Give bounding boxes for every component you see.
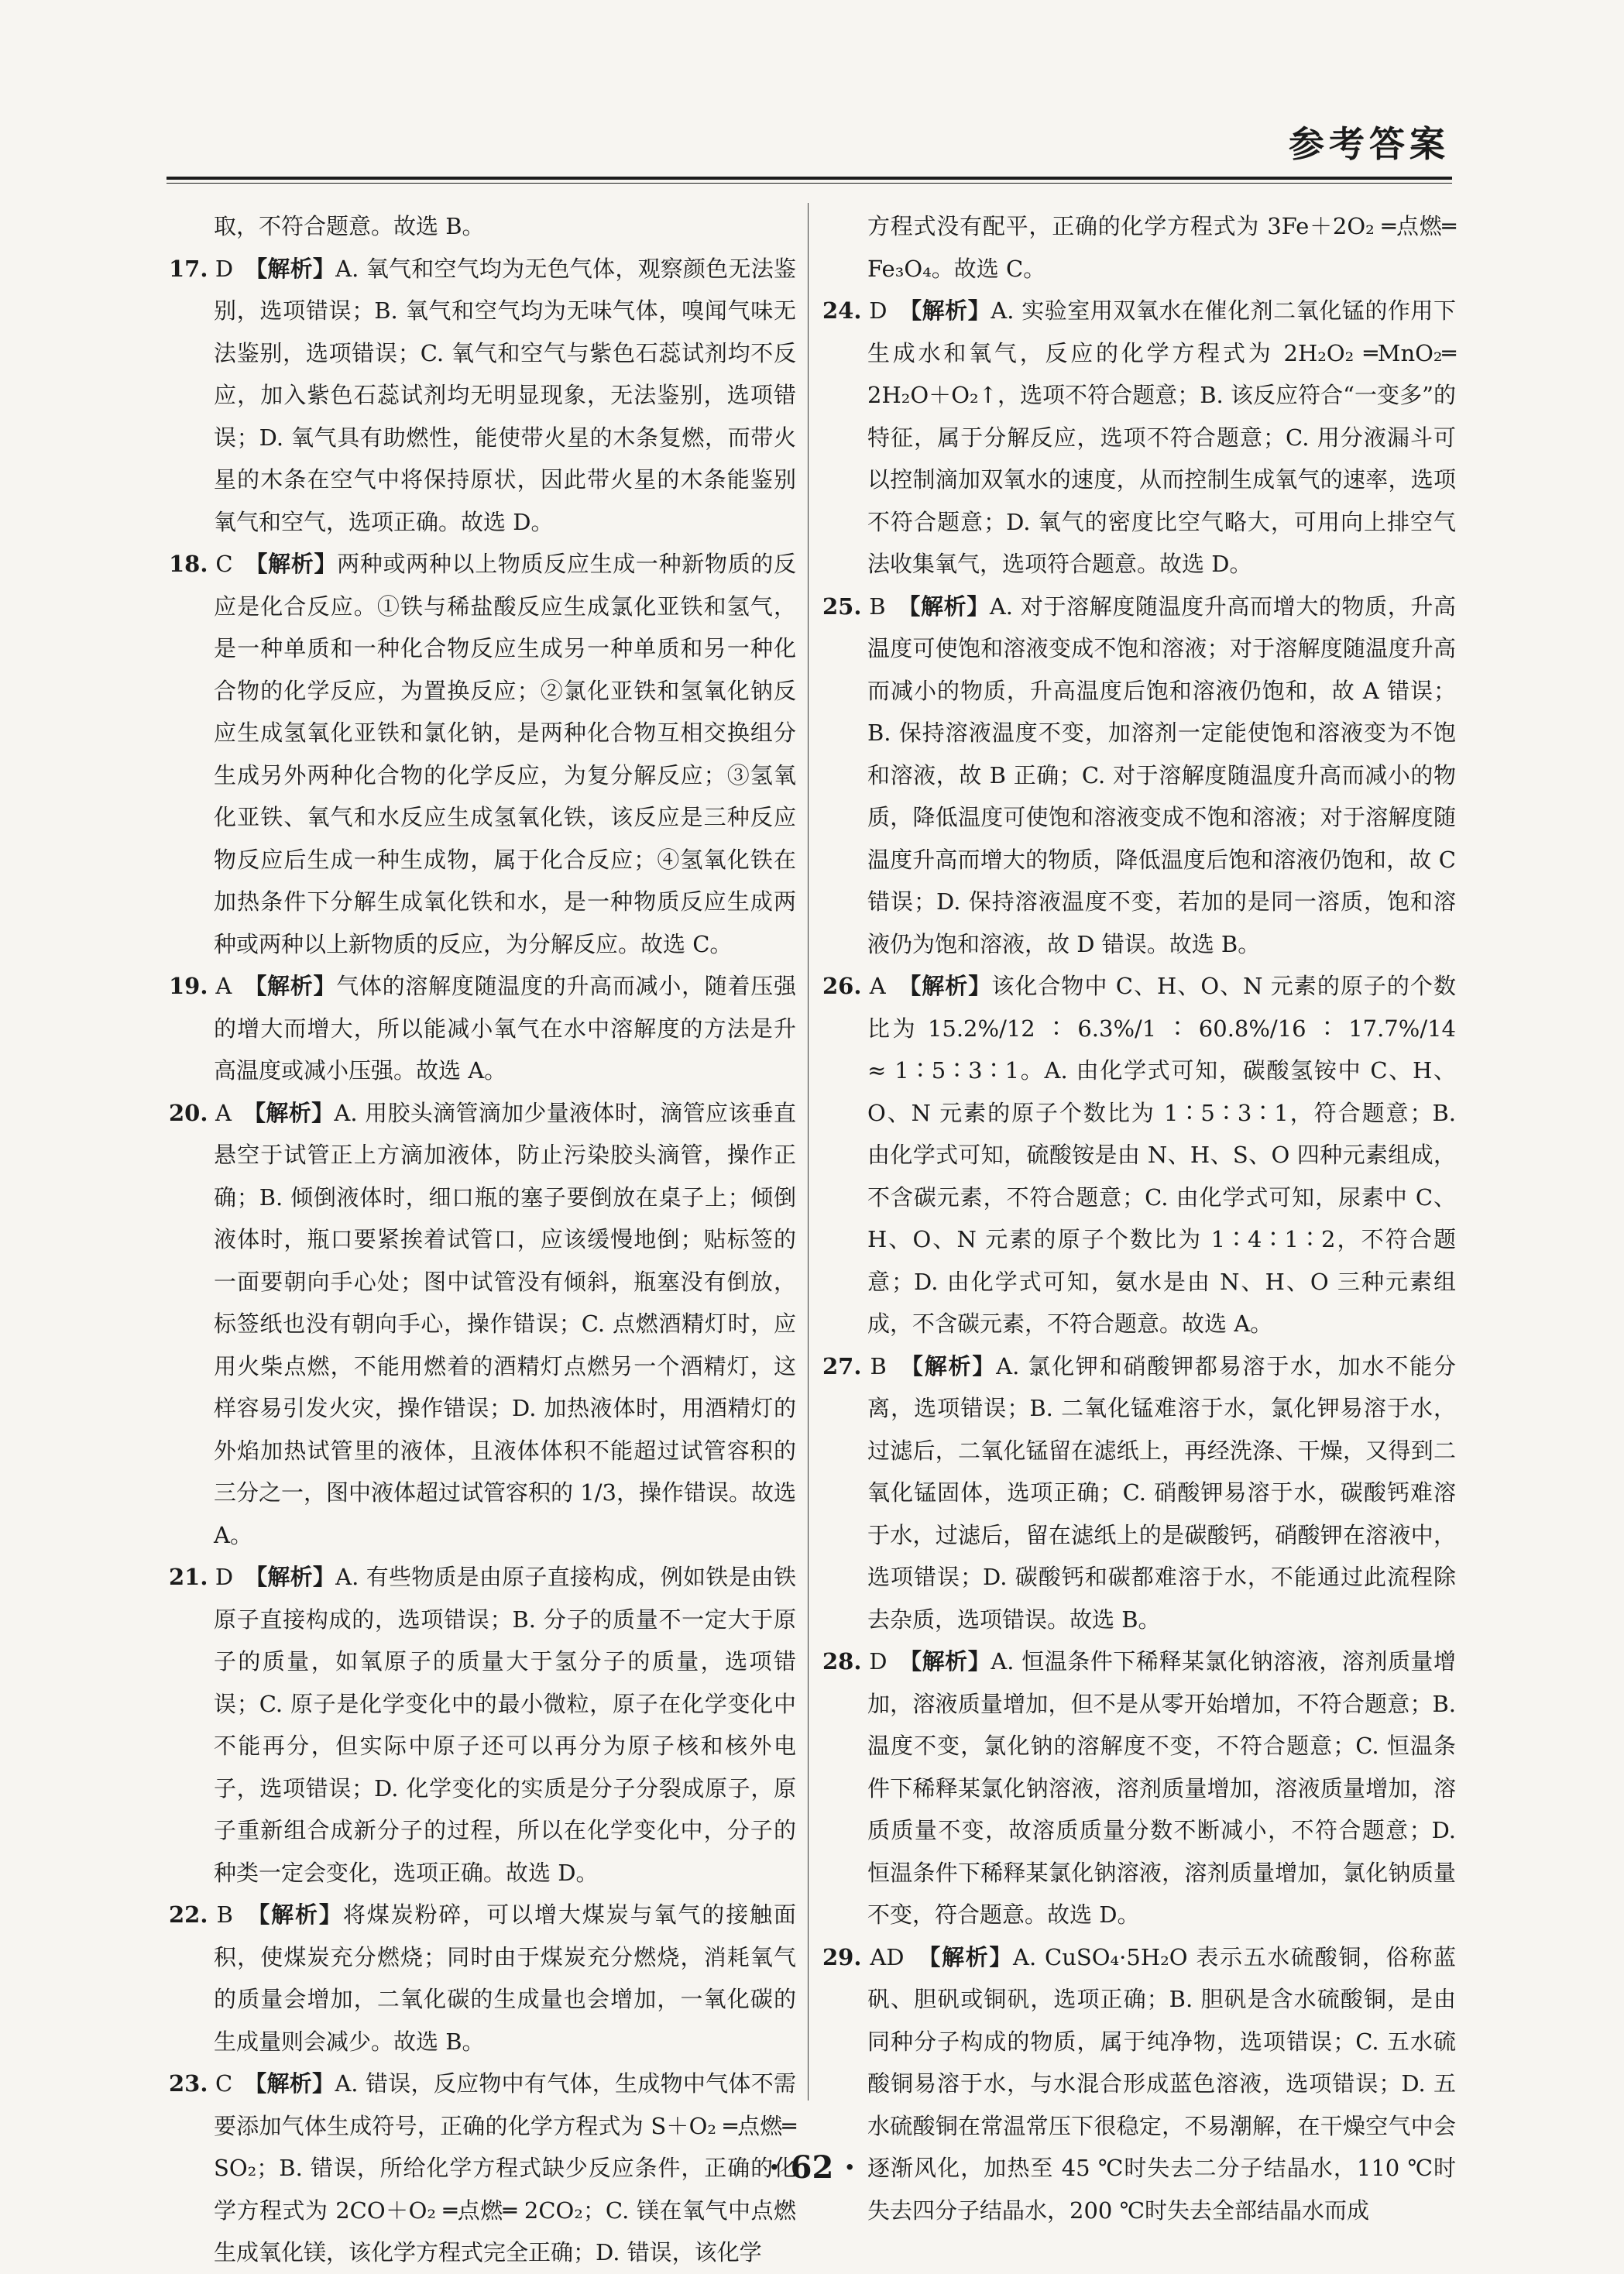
answer-item xyxy=(169,205,796,248)
question-number: 17. xyxy=(169,255,208,282)
answer-item xyxy=(822,1936,1456,2232)
analysis-text: 方程式没有配平，正确的化学方程式为 3Fe＋2O₂ ═点燃═ Fe₃O₄。故选 C。 xyxy=(867,213,1456,282)
analysis-text: A. 错误，反应物中有气体，生成物中气体不需要添加气体生成符号，正确的化学方程式为 S＋O₂ ═点燃═ SO₂；B. 错误，所给化学方程式缺少反应条件，正确的化学方程式为 2CO＋O₂ ═点燃═ 2CO₂；C. 镁在氧气中点燃生成氧化镁，该化学方程式完全正确；D. 错误，该化学 xyxy=(214,2070,796,2265)
analysis-tag: 【解析】 xyxy=(910,1648,991,1675)
column-divider xyxy=(808,203,809,2101)
question-number: 24. xyxy=(822,297,862,324)
analysis-tag: 【解析】 xyxy=(256,255,336,282)
answer-item xyxy=(169,248,796,544)
analysis-text: A. 实验室用双氧水在催化剂二氧化锰的作用下生成水和氧气，反应的化学方程式为 2H₂O₂ ═MnO₂═ 2H₂O＋O₂↑，选项不符合题意；B. 该反应符合“一变多”的特征，属于分解反应，选项不符合题意；C. 用分液漏斗可以控制滴加双氧水的速度，从而控制生成氧气的速率，选项不符合题意；D. 氧气的密度比空气略大，可用向上排空气法收集氧气，选项符合题意。故选 D。 xyxy=(867,297,1456,577)
answer-item xyxy=(169,543,796,965)
analysis-text: 两种或两种以上物质反应生成一种新物质的反应是化合反应。①铁与稀盐酸反应生成氯化亚铁和氢气，是一种单质和一种化合物反应生成另一种单质和另一种化合物的化学反应，为置换反应；②氯化亚铁和氢氧化钠反应生成氢氧化亚铁和氯化钠，是两种化合物互相交换组分生成另外两种化合物的化学反应，为复分解反应；③氢氧化亚铁、氧气和水反应生成氢氧化铁，该反应是三种反应物反应后生成一种生成物，属于化合反应；④氢氧化铁在加热条件下分解生成氧化铁和水，是一种物质反应生成两种或两种以上新物质的反应，为分解反应。故选 C。 xyxy=(214,551,796,957)
answer-choice: D xyxy=(215,255,234,282)
question-number: 20. xyxy=(169,1099,208,1126)
header-rule-thin xyxy=(167,183,1452,184)
answer-item xyxy=(169,965,796,1092)
analysis-tag: 【解析】 xyxy=(908,593,990,620)
page-number: · 62 · xyxy=(768,2149,856,2186)
header-title: 参考答案 xyxy=(1289,123,1450,165)
answer-choice: D xyxy=(869,297,888,324)
answer-item xyxy=(822,1345,1456,1641)
answer-item xyxy=(169,1092,796,1557)
answer-choice: D xyxy=(869,1648,888,1675)
question-number: 22. xyxy=(169,1901,208,1928)
answer-choice: A xyxy=(215,1099,232,1126)
analysis-text: A. 有些物质是由原子直接构成，例如铁是由铁原子直接构成的，选项错误；B. 分子的质量不一定大于原子的质量，如氧原子的质量大于氢分子的质量，选项错误；C. 原子是化学变化中的最小微粒，原子在化学变化中不能再分，但实际中原子还可以再分为原子核和核外电子，选项错误；D. 化学变化的实质是分子分裂成原子，原子重新组合成新分子的过程，所以在化学变化中，分子的种类一定会变化，选项正确。故选 D。 xyxy=(214,1564,796,1886)
answer-item xyxy=(169,1556,796,1894)
analysis-text: 取，不符合题意。故选 B。 xyxy=(214,213,485,239)
answer-item xyxy=(822,1640,1456,1936)
answer-item xyxy=(822,205,1456,290)
analysis-tag: 【解析】 xyxy=(258,1901,343,1928)
answer-choice: C xyxy=(215,2070,233,2097)
answer-choice: A xyxy=(869,973,886,999)
question-number: 27. xyxy=(822,1352,862,1379)
answer-item xyxy=(822,965,1456,1345)
answer-choice: D xyxy=(215,1564,234,1590)
analysis-text: A. 氯化钾和硝酸钾都易溶于水，加水不能分离，选项错误；B. 二氧化锰难溶于水，氯化钾易溶于水，过滤后，二氧化锰留在滤纸上，再经洗涤、干燥，又得到二氧化锰固体，选项正确；C. 硝酸钾易溶于水，碳酸钙难溶于水，过滤后，留在滤纸上的是碳酸钙，硝酸钾在溶液中，选项错误；D. 碳酸钙和碳都难溶于水，不能通过此流程除去杂质，选项错误。故选 B。 xyxy=(867,1352,1456,1633)
analysis-tag: 【解析】 xyxy=(256,1564,336,1590)
analysis-text: 气体的溶解度随温度的升高而减小，随着压强的增大而增大，所以能减小氧气在水中溶解度的方法是升高温度或减小压强。故选 A。 xyxy=(214,973,796,1084)
question-number: 26. xyxy=(822,973,862,999)
right-column xyxy=(822,205,1456,2231)
analysis-tag: 【解析】 xyxy=(929,1943,1014,1970)
analysis-tag: 【解析】 xyxy=(255,973,337,999)
answer-choice: AD xyxy=(870,1943,905,1970)
analysis-tag: 【解析】 xyxy=(909,973,992,999)
analysis-text: A. 用胶头滴管滴加少量液体时，滴管应该垂直悬空于试管正上方滴加液体，防止污染胶头滴管，操作正确；B. 倾倒液体时，细口瓶的塞子要倒放在桌子上；倾倒液体时，瓶口要紧挨着试管口，应该缓慢地倒；贴标签的一面要朝向手心处；图中试管没有倾斜，瓶塞没有倒放，标签纸也没有朝向手心，操作错误；C. 点燃酒精灯时，应用火柴点燃，不能用燃着的酒精灯点燃另一个酒精灯，这样容易引发火灾，操作错误；D. 加热液体时，用酒精灯的外焰加热试管里的液体，且液体体积不能超过试管容积的三分之一，图中液体超过试管容积的 1/3，操作错误。故选 A。 xyxy=(214,1099,796,1548)
question-number: 18. xyxy=(169,551,208,577)
answer-choice: B xyxy=(869,593,886,620)
analysis-tag: 【解析】 xyxy=(256,551,338,577)
analysis-text: A. 氧气和空气均为无色气体，观察颜色无法鉴别，选项错误；B. 氧气和空气均为无味气体，嗅闻气味无法鉴别，选项错误；C. 氧气和空气与紫色石蕊试剂均不反应，加入紫色石蕊试剂均无明显现象，无法鉴别，选项错误；D. 氧气具有助燃性，能使带火星的木条复燃，而带火星的木条在空气中将保持原状，因此带火星的木条能鉴别氧气和空气，选项正确。故选 D。 xyxy=(214,255,796,535)
left-column xyxy=(169,205,796,2274)
analysis-text: 将煤炭粉碎，可以增大煤炭与氧气的接触面积，使煤炭充分燃烧；同时由于煤炭充分燃烧，消耗氧气的质量会增加，二氧化碳的生成量也会增加，一氧化碳的生成量则会减少。故选 B。 xyxy=(214,1901,796,2055)
analysis-text: 该化合物中 C、H、O、N 元素的原子的个数比为 15.2%/12 ∶ 6.3%/1 ∶ 60.8%/16 ∶ 17.7%/14 ≈ 1∶5∶3∶1。A. 由化学式可知，碳酸氢铵中 C、H、O、N 元素的原子个数比为 1∶5∶3∶1，符合题意；B. 由化学式可知，硫酸铵是由 N、H、S、O 四种元素组成，不含碳元素，不符合题意；C. 由化学式可知，尿素中 C、H、O、N 元素的原子个数比为 1∶4∶1∶2，不符合题意；D. 由化学式可知，氨水是由 N、H、O 三种元素组成，不含碳元素，不符合题意。故选 A。 xyxy=(867,973,1456,1337)
question-number: 19. xyxy=(169,973,208,999)
answer-choice: B xyxy=(870,1352,887,1379)
question-number: 29. xyxy=(822,1943,862,1970)
analysis-text: A. 恒温条件下稀释某氯化钠溶液，溶剂质量增加，溶液质量增加，但不是从零开始增加，不符合题意；B. 温度不变，氯化钠的溶解度不变，不符合题意；C. 恒温条件下稀释某氯化钠溶液，溶剂质量增加，溶液质量增加，溶质质量不变，故溶质质量分数不断减小，不符合题意；D. 恒温条件下稀释某氯化钠溶液，溶剂质量增加，氯化钠质量不变，符合题意。故选 D。 xyxy=(867,1648,1456,1928)
question-number: 28. xyxy=(822,1648,862,1675)
answer-choice: C xyxy=(215,551,233,577)
answer-choice: B xyxy=(216,1901,233,1928)
answer-item xyxy=(822,290,1456,586)
analysis-tag: 【解析】 xyxy=(255,2070,335,2097)
analysis-tag: 【解析】 xyxy=(912,1352,997,1379)
header-rule xyxy=(167,177,1452,180)
analysis-text: A. CuSO₄·5H₂O 表示五水硫酸铜，俗称蓝矾、胆矾或铜矾，选项正确；B. 胆矾是含水硫酸铜，是由同种分子构成的物质，属于纯净物，选项错误；C. 五水硫酸铜易溶于水，与水混合形成蓝色溶液，选项错误；D. 五水硫酸铜在常温常压下很稳定，不易潮解，在干燥空气中会逐渐风化，加热至 45 ℃时失去二分子结晶水，110 ℃时失去四分子结晶水，200 ℃时失去全部结晶水而成 xyxy=(867,1943,1457,2224)
answer-choice: A xyxy=(215,973,232,999)
answer-item xyxy=(822,586,1456,966)
analysis-tag: 【解析】 xyxy=(254,1099,335,1126)
question-number: 25. xyxy=(822,593,862,620)
question-number: 23. xyxy=(169,2070,208,2097)
analysis-tag: 【解析】 xyxy=(910,297,991,324)
answer-item xyxy=(169,1894,796,2063)
question-number: 21. xyxy=(169,1564,208,1590)
analysis-text: A. 对于溶解度随温度升高而增大的物质，升高温度可使饱和溶液变成不饱和溶液；对于溶解度随温度升高而减小的物质，升高温度后饱和溶液仍饱和，故 A 错误；B. 保持溶液温度不变，加溶剂一定能使饱和溶液变为不饱和溶液，故 B 正确；C. 对于溶解度随温度升高而减小的物质，降低温度可使饱和溶液变成不饱和溶液；对于溶解度随温度升高而增大的物质，降低温度后饱和溶液仍饱和，故 C 错误；D. 保持溶液温度不变，若加的是同一溶质，饱和溶液仍为饱和溶液，故 D 错误。故选 B。 xyxy=(867,593,1456,957)
